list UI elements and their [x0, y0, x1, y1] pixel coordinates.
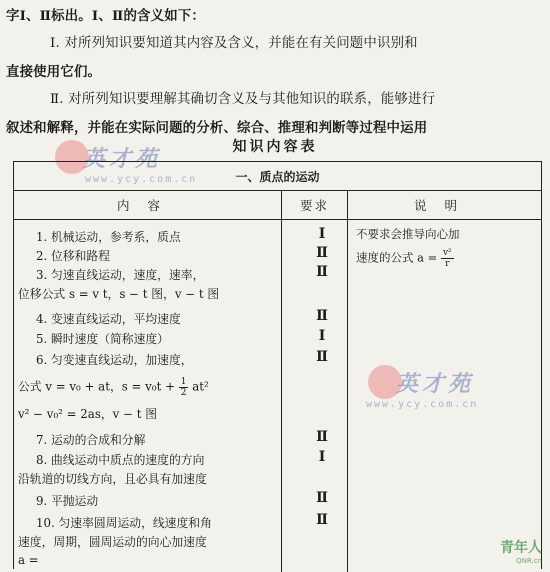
watermark-url: www.ycy.com.cn: [366, 399, 479, 410]
corner-mark: 青年人 QNR.cn: [500, 540, 542, 565]
table-body: [14, 220, 541, 572]
section-title: 一、质点的运动: [14, 162, 541, 191]
table-row: v² − v₀² = 2as，v − t 图: [18, 407, 158, 421]
requirement-level: Ⅱ: [316, 349, 328, 365]
table-row: 10. 匀速率圆周运动，线速度和角: [36, 516, 212, 530]
intro-line-4: Ⅱ. 对所列知识要理解其确切含义及与其他知识的联系，能够进行: [50, 92, 436, 107]
header-explanation: 说明: [413, 198, 475, 213]
table-row: 3. 匀速直线运动，速度，速率，: [36, 268, 205, 282]
intro-line-1: 字Ⅰ、Ⅱ标出。Ⅰ、Ⅱ的含义如下：: [6, 8, 205, 24]
table-row: [18, 377, 209, 398]
table-row: 7. 运动的合成和分解: [36, 433, 146, 447]
requirement-level: Ⅱ: [316, 490, 328, 506]
table-row: a =: [18, 553, 39, 567]
watermark-text: 英才苑: [396, 371, 475, 397]
table-row: 5. 瞬时速度（简称速度）: [36, 332, 169, 346]
header-content: 内容: [14, 191, 282, 219]
table-row: 4. 变速直线运动，平均速度: [36, 312, 181, 326]
formula-tail: at²: [192, 379, 209, 394]
table-header: [14, 191, 541, 220]
requirement-level: Ⅱ: [316, 245, 328, 261]
requirement-level: Ⅰ: [318, 328, 326, 344]
intro-line-5: 叙述和解释，并能在实际问题的分析、综合、推理和判断等过程中运用: [6, 120, 428, 136]
watermark-url: www.ycy.com.cn: [85, 174, 198, 185]
table-row: 速度，周期，圆周运动的向心加速度: [18, 535, 207, 549]
note-line-2: 速度的公式 a = $\frac{\text{v²}}{r}$: [356, 248, 452, 269]
requirement-level: Ⅱ: [316, 264, 328, 280]
header-requirement: 要求: [282, 191, 348, 219]
intro-line-2: Ⅰ. 对所列知识要知道其内容及含义，并能在有关问题中识别和: [50, 36, 418, 51]
table-row: 9. 平抛运动: [36, 494, 99, 508]
table-row: 沿轨道的切线方向，且必具有加速度: [18, 472, 207, 486]
note-fraction: $\frac{\text{v²}}{r}$: [442, 248, 452, 269]
requirement-level: Ⅰ: [318, 449, 326, 465]
formula-fraction: $\frac{1}{2}$: [180, 377, 187, 398]
knowledge-table: [13, 161, 542, 569]
requirement-level: Ⅰ: [318, 226, 326, 242]
note-line-1: 不要求会推导向心加: [356, 227, 460, 241]
table-row: 8. 曲线运动中质点的速度的方向: [36, 453, 205, 467]
formula-text: 公式 v = v₀ + at，s = v₀t +: [18, 379, 175, 394]
table-row: 6. 匀变速直线运动，加速度，: [36, 353, 193, 367]
table-row: 2. 位移和路程: [36, 249, 110, 263]
table-row: 位移公式 s = v t，s − t 图，v − t 图: [18, 287, 220, 301]
requirement-level: Ⅱ: [316, 512, 328, 528]
table-row: 1. 机械运动，参考系，质点: [36, 230, 181, 244]
table-title: 知识内容表: [232, 139, 318, 155]
requirement-level: Ⅱ: [316, 308, 328, 324]
intro-text: [6, 2, 546, 142]
watermark-text: 英才苑: [83, 146, 162, 172]
intro-line-3: 直接使用它们。: [6, 64, 102, 80]
requirement-level: Ⅱ: [316, 429, 328, 445]
